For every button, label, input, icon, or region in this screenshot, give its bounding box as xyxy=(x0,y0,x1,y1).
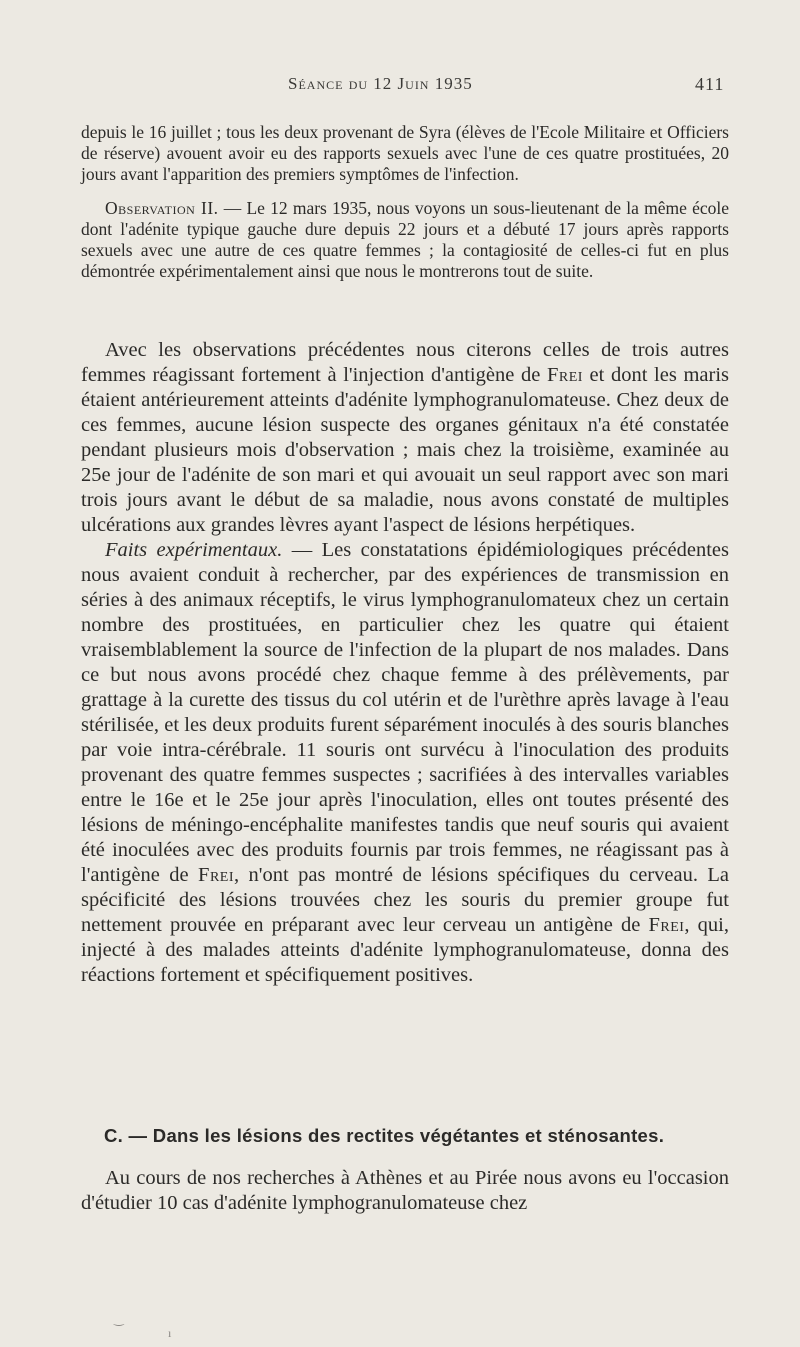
author-name: Frei xyxy=(198,864,234,886)
paragraph-other-women xyxy=(81,338,729,538)
running-title: Séance du 12 Juin 1935 xyxy=(288,74,473,93)
observation-label: Observation II. xyxy=(105,198,219,218)
section-heading: C. — Dans les lésions des rectites végétantes et sténosantes. xyxy=(104,1125,665,1146)
paragraph-experimental-facts xyxy=(81,538,729,988)
main-text-block xyxy=(81,338,729,988)
observation-text: — Le 12 mars 1935, nous voyons un sous-lieutenant de la même école dont l'adénite typique gauche dure depuis 22 jours et a débuté 17 jours après rapports sexuels avec une autre de ces quatre femmes ; la contagiosité de celles-ci fut en plus démontrée expérimentalement ainsi que nous le montrerons tout de suite. xyxy=(81,198,729,281)
author-name: Frei xyxy=(648,914,685,936)
page-header xyxy=(0,74,800,102)
observation-ii-paragraph xyxy=(81,198,729,282)
scan-speck: ı xyxy=(168,1326,172,1340)
author-name: Frei xyxy=(546,364,583,386)
paragraph-text: Au cours de nos recherches à Athènes et au Pirée nous avons eu l'occasion d'étudier 10 cas d'adénite lymphogranulomateuse chez xyxy=(81,1167,729,1214)
final-paragraph xyxy=(81,1166,729,1216)
case-continuation-paragraph xyxy=(81,122,729,185)
scan-speck: ‿ xyxy=(114,1312,124,1326)
paragraph-text: — Les constatations épidémiologiques précédentes nous avaient conduit à rechercher, par des expériences de transmission en séries à des animaux réceptifs, le virus lymphogranulomateux chez un certain nombre des prostituées, en particulier chez les quatre qui étaient vraisemblablement la source de l'infection de la plupart de nos malades. Dans ce but nous avons procédé chez chaque femme à des prélèvements, par grattage à la curette des tissus du col utérin et de l'urèthre après lavage à l'eau stérilisée, et les deux produits furent séparément inoculés à des souris blanches par voie intra-cérébrale. 11 souris ont survécu à l'inoculation des produits provenant des quatre femmes suspectes ; sacrifiées à des intervalles variables entre le 16e et le 25e jour après l'inoculation, elles ont toutes présenté des lésions de méningo-encéphalite manifestes tandis que neuf souris qui avaient été inoculées avec des produits fournis par trois femmes, ne réagissant pas à l'antigène de xyxy=(81,539,729,886)
final-text-block xyxy=(81,1166,729,1216)
case-continuation-text: depuis le 16 juillet ; tous les deux provenant de Syra (élèves de l'Ecole Militaire et Officiers de réserve) avouent avoir eu des rapports sexuels avec l'une de ces quatre prostituées, 20 jours avant l'apparition des premiers symptômes de l'infection. xyxy=(81,122,729,184)
paragraph-text: , n'ont pas montré de lésions spécifiques du cerveau. La spécificité des lésions trouvées chez les souris du premier groupe fut nettement prouvée en préparant avec leur cerveau un antigène de xyxy=(81,864,730,936)
paragraph-text: , qui, injecté à des malades atteints d'adénite lymphogranulomateuse, donna des réactions fortement et spécifiquement positives. xyxy=(81,914,729,986)
italic-subheading: Faits expérimentaux. xyxy=(105,539,283,561)
page-number: 411 xyxy=(695,74,725,94)
small-print-block xyxy=(81,122,729,282)
paragraph-text: et dont les maris étaient antérieurement atteints d'adénite lymphogranulomateuse. Chez deux de ces femmes, aucune lésion suspecte des organes génitaux n'a été constatée pendant plusieurs mois d'observation ; mais chez la troisième, examinée au 25e jour de l'adénite de son mari et qui avouait un seul rapport avec son mari trois jours avant le début de sa maladie, nous avons constaté de multiples ulcérations aux grandes lèvres ayant l'aspect de lésions herpétiques. xyxy=(81,364,730,536)
paragraph-text: Avec les observations précédentes nous citerons celles de trois autres femmes réagissant fortement à l'injection d'antigène de xyxy=(81,339,729,386)
